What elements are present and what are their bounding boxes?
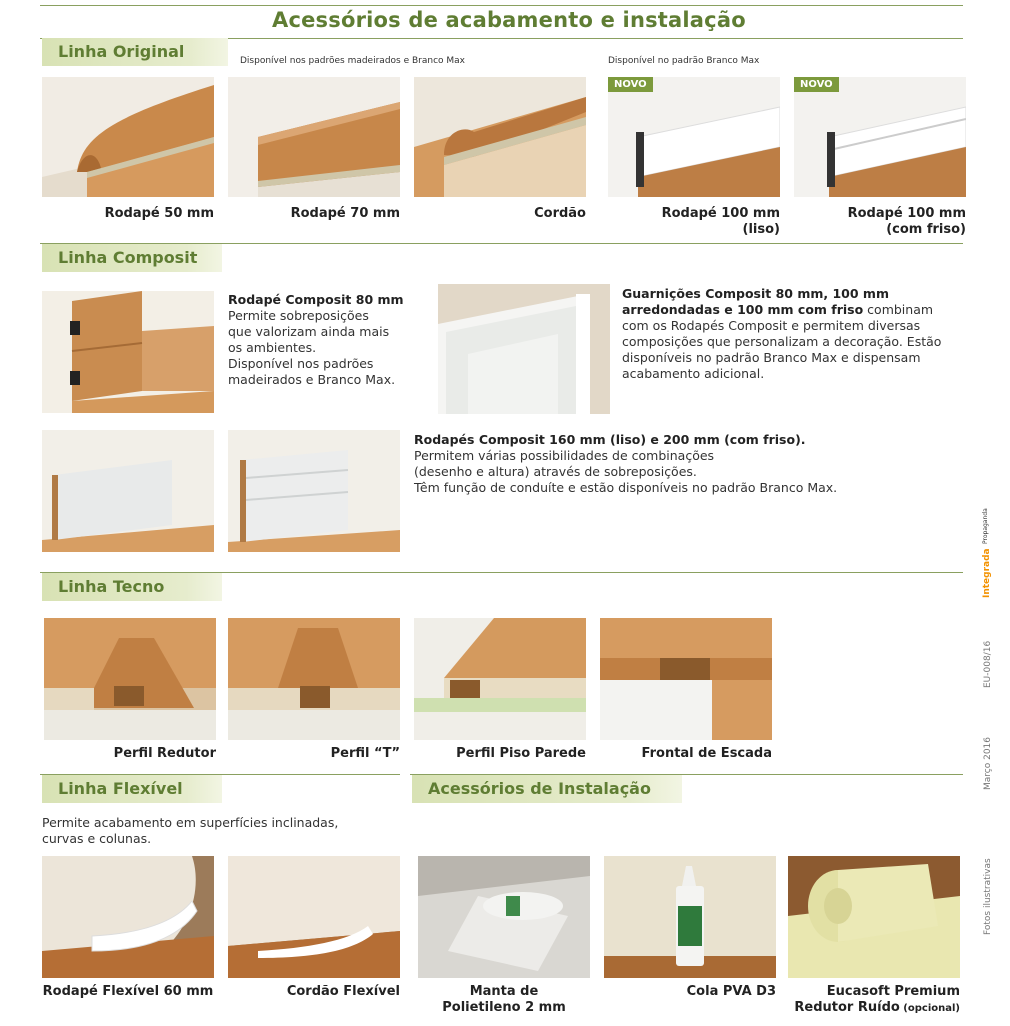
photo-cordao xyxy=(414,77,586,197)
caption-frontal-escada: Frontal de Escada xyxy=(641,746,772,761)
caption-perfil-piso-parede: Perfil Piso Parede xyxy=(456,746,586,761)
composit-160-200-description xyxy=(414,432,974,496)
photo-rodape-100-friso xyxy=(794,77,966,197)
caption-perfil-redutor: Perfil Redutor xyxy=(113,746,216,761)
novo-badge: NOVO xyxy=(608,77,653,92)
caption-optional: (opcional) xyxy=(899,1003,960,1014)
top-rule xyxy=(40,5,963,6)
photo-eucasoft-premium xyxy=(788,856,960,978)
photo-perfil-t xyxy=(228,618,400,740)
description-line: disponíveis no padrão Branco Max e dispensam xyxy=(622,350,921,365)
caption-rodape-flexivel-60: Rodapé Flexível 60 mm xyxy=(42,984,214,999)
caption-line: Eucasoft Premium xyxy=(826,984,960,999)
photo-rodape-flexivel-60 xyxy=(42,856,214,978)
description-line: Permite sobreposições xyxy=(228,308,369,323)
section-linha-original: Linha Original xyxy=(42,38,228,66)
document-code: EU-008/16 xyxy=(983,640,993,688)
description-line: (desenho e altura) através de sobreposições. xyxy=(414,464,697,479)
photo-perfil-redutor xyxy=(44,618,216,740)
description-line: Têm função de conduíte e estão disponíveis no padrão Branco Max. xyxy=(414,480,838,495)
description-line: madeirados e Branco Max. xyxy=(228,372,396,387)
photo-frontal-escada xyxy=(600,618,772,740)
caption-line: Polietileno 2 mm xyxy=(442,1000,566,1015)
description-line: curvas e colunas. xyxy=(42,831,152,846)
composit-160-200-heading: Rodapés Composit 160 mm (liso) e 200 mm (com friso). xyxy=(414,432,806,447)
brand-subtitle: Propaganda xyxy=(982,508,989,544)
photo-perfil-piso-parede xyxy=(414,618,586,740)
guarnicoes-heading-2: arredondadas e 100 mm com friso xyxy=(622,302,864,317)
caption-line: Rodapé 100 mm xyxy=(661,206,780,221)
photos-note: Fotos ilustrativas xyxy=(983,858,993,935)
section-linha-composit: Linha Composit xyxy=(42,244,222,272)
page-title: Acessórios de acabamento e instalação xyxy=(272,8,746,32)
caption-rodape-50: Rodapé 50 mm xyxy=(104,206,214,221)
photo-rodape-100-liso xyxy=(608,77,780,197)
caption-line: Rodapé 100 mm xyxy=(847,206,966,221)
photo-rodape-70 xyxy=(228,77,400,197)
caption-line: Redutor Ruído xyxy=(794,1000,900,1015)
composit-80-description xyxy=(228,292,428,388)
caption-cola-pva: Cola PVA D3 xyxy=(686,984,776,999)
caption-rodape-100-friso xyxy=(794,206,966,238)
guarnicoes-heading-1: Guarnições Composit 80 mm, 100 mm xyxy=(622,286,889,301)
brand-name: Integrada xyxy=(982,548,992,598)
photo-cordao-flexivel xyxy=(228,856,400,978)
photo-rodape-composit-80 xyxy=(42,291,214,413)
photo-rodape-composit-160 xyxy=(42,430,214,552)
novo-badge: NOVO xyxy=(794,77,839,92)
caption-line: Manta de xyxy=(469,984,539,999)
description-line: que valorizam ainda mais xyxy=(228,324,390,339)
photo-manta-polietileno xyxy=(418,856,590,978)
photo-cola-pva xyxy=(604,856,776,978)
availability-note-wood: Disponível nos padrões madeirados e Branco Max xyxy=(240,56,465,66)
caption-perfil-t: Perfil “T” xyxy=(330,746,400,761)
photo-rodape-50 xyxy=(42,77,214,197)
caption-line: (liso) xyxy=(742,222,780,237)
description-line: acabamento adicional. xyxy=(622,366,765,381)
composit-80-heading: Rodapé Composit 80 mm xyxy=(228,292,404,307)
description-line: Disponível nos padrões xyxy=(228,356,374,371)
caption-eucasoft-premium xyxy=(778,984,960,1017)
description-line: os ambientes. xyxy=(228,340,317,355)
photo-rodape-composit-200 xyxy=(228,430,400,552)
linha-flexivel-description xyxy=(42,815,402,847)
description-line: composições que personalizam a decoração. Estão xyxy=(622,334,942,349)
caption-rodape-100-liso xyxy=(608,206,780,238)
section-acessorios-instalacao: Acessórios de Instalação xyxy=(412,775,682,803)
availability-note-white: Disponível no padrão Branco Max xyxy=(608,56,760,66)
photo-guarnicoes-composit xyxy=(438,284,610,414)
caption-rodape-70: Rodapé 70 mm xyxy=(290,206,400,221)
caption-cordao-flexivel: Cordão Flexível xyxy=(286,984,400,999)
document-date: Março 2016 xyxy=(983,736,993,790)
guarnicoes-description xyxy=(622,286,972,382)
description-line: com os Rodapés Composit e permitem diversas xyxy=(622,318,921,333)
caption-cordao: Cordão xyxy=(534,206,586,221)
section-linha-tecno: Linha Tecno xyxy=(42,573,222,601)
caption-manta-polietileno xyxy=(418,984,590,1016)
description-line: combinam xyxy=(863,302,934,317)
description-line: Permitem várias possibilidades de combinações xyxy=(414,448,715,463)
section-linha-flexivel: Linha Flexível xyxy=(42,775,222,803)
description-line: Permite acabamento em superfícies inclinadas, xyxy=(42,815,339,830)
caption-line: (com friso) xyxy=(886,222,966,237)
